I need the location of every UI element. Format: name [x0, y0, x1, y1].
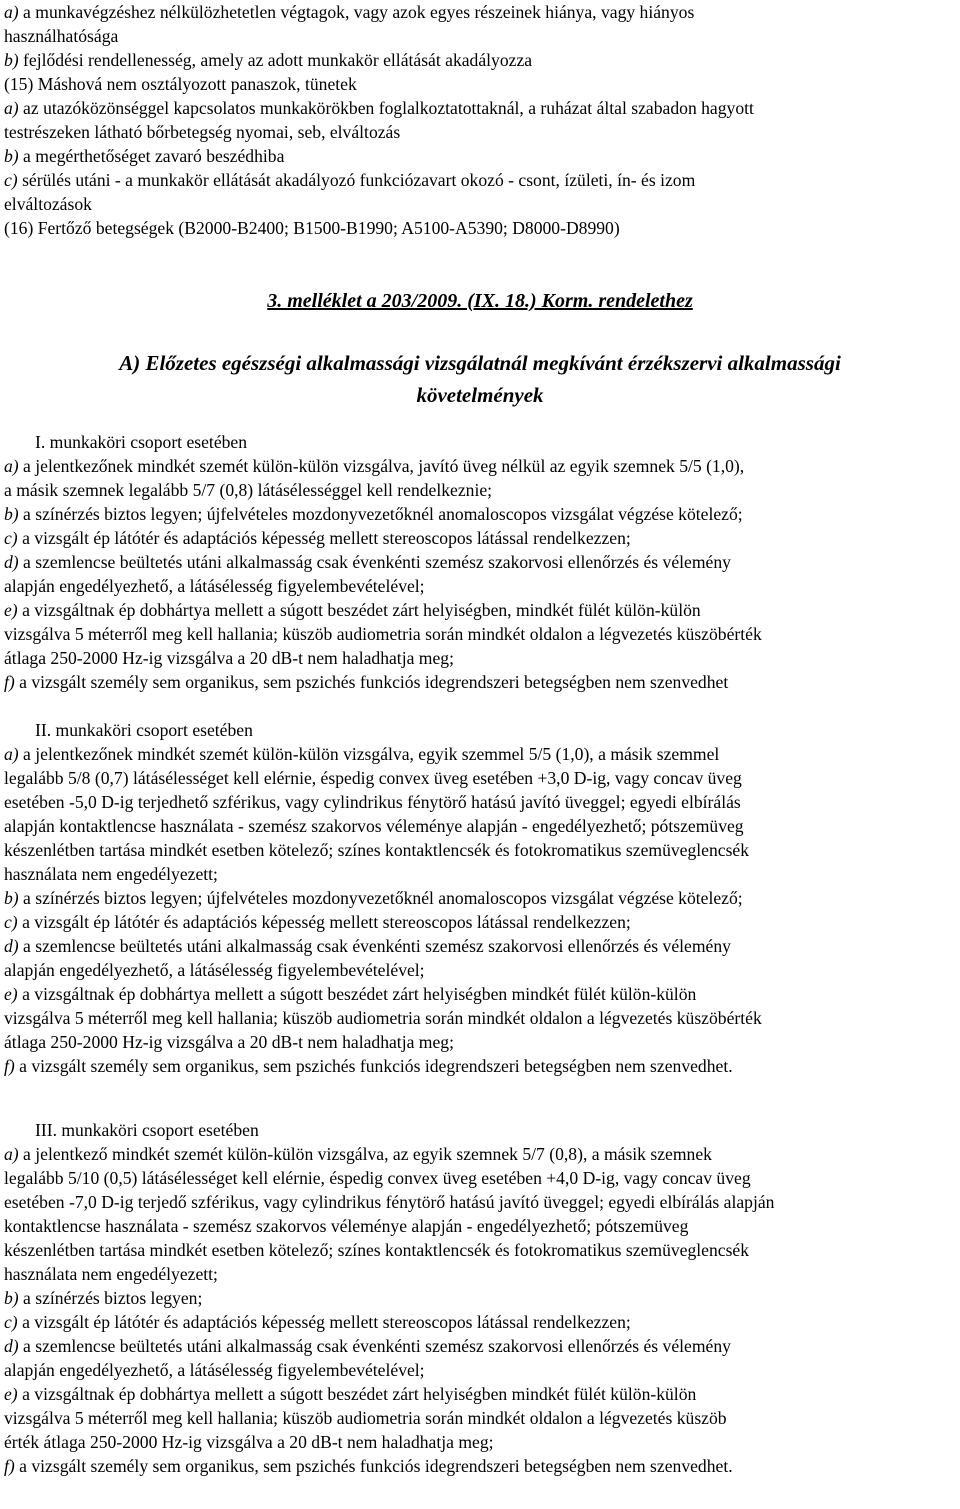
text-line: [4, 1214, 688, 1238]
item-marker: f): [4, 1456, 15, 1476]
item-marker: a): [4, 456, 19, 476]
line-text: I. munkaköri csoport esetében: [35, 432, 248, 452]
item-marker: c): [4, 170, 18, 190]
line-text: az utazóközönséggel kapcsolatos munkakörökben foglalkoztatottaknál, a ruházat által szabadon hagyott: [18, 98, 754, 118]
line-text: fejlődési rendellenesség, amely az adott munkakör ellátását akadályozza: [18, 50, 533, 70]
line-text: legalább 5/10 (0,5) látásélességet kell elérnie, éspedig convex üveg esetében +4,0 D-ig, vagy concav üveg: [4, 1168, 751, 1188]
annex-title: 3. melléklet a 203/2009. (IX. 18.) Korm. rendelethez: [267, 290, 693, 312]
item-marker: e): [4, 600, 18, 620]
line-text: vizsgálva 5 méterről meg kell hallania; küszöb audiometria során mindkét oldalon a légvezetés küszöbérték: [4, 624, 762, 644]
line-text: alapján kontaktlencse használata - szemész szakorvos véleménye alapján - engedélyezhető; pótszemüveg: [4, 816, 744, 836]
text-line: [4, 1454, 733, 1478]
section-title: A) Előzetes egészségi alkalmassági vizsgálatnál megkívánt érzékszervi alkalmassági: [119, 351, 841, 375]
line-text: a vizsgált ép látótér és adaptációs képesség mellett stereoscopos látással rendelkezzen;: [17, 528, 631, 548]
line-text: a vizsgált személy sem organikus, sem pszichés funkciós idegrendszeri betegségben nem szenvedhet: [14, 672, 729, 692]
text-line: [35, 1118, 259, 1142]
text-line: [4, 646, 454, 670]
text-line: [4, 550, 731, 574]
item-marker: d): [4, 552, 19, 572]
line-text: használhatósága: [4, 26, 119, 46]
text-line: [4, 478, 492, 502]
text-line: [4, 790, 741, 814]
line-text: a jelentkezőnek mindkét szemét külön-külön vizsgálva, egyik szemmel 5/5 (1,0), a másik szemmel: [18, 744, 720, 764]
text-line: [4, 1334, 731, 1358]
line-text: a vizsgált személy sem organikus, sem pszichés funkciós idegrendszeri betegségben nem szenvedhet.: [14, 1456, 733, 1476]
line-text: a szemlencse beültetés utáni alkalmasság csak évenkénti szemész szakorvosi ellenőrzés és vélemény: [18, 1336, 731, 1356]
item-marker: d): [4, 936, 19, 956]
line-text: a vizsgáltnak ép dobhártya mellett a súgott beszédet zárt helyiségben mindkét fülét külön-külön: [17, 1384, 697, 1404]
line-text: testrészeken látható bőrbetegség nyomai, seb, elváltozás: [4, 122, 401, 142]
item-marker: b): [4, 888, 19, 908]
item-marker: c): [4, 1312, 18, 1332]
line-text: III. munkaköri csoport esetében: [35, 1120, 259, 1140]
line-text: alapján engedélyezhető, a látásélesség figyelembevételével;: [4, 1360, 425, 1380]
text-line: [4, 1166, 751, 1190]
text-line: [4, 1358, 425, 1382]
text-line: [4, 0, 694, 24]
text-line: [4, 862, 218, 886]
item-marker: f): [4, 672, 15, 692]
item-marker: b): [4, 50, 19, 70]
line-text: a vizsgált személy sem organikus, sem pszichés funkciós idegrendszeri betegségben nem szenvedhet.: [14, 1056, 733, 1076]
text-line: [4, 958, 425, 982]
text-line: [4, 120, 400, 144]
text-line: [4, 144, 284, 168]
text-line: [4, 168, 695, 192]
line-text: a munkavégzéshez nélkülözhetetlen végtagok, vagy azok egyes részeinek hiánya, vagy hiányos: [18, 2, 695, 22]
line-text: elváltozások: [4, 194, 92, 214]
line-text: vizsgálva 5 méterről meg kell hallania; küszöb audiometria során mindkét oldalon a légvezetés küszöb: [4, 1408, 727, 1428]
item-marker: c): [4, 528, 18, 548]
line-text: (16) Fertőző betegségek (B2000-B2400; B1500-B1990; A5100-A5390; D8000-D8990): [4, 218, 620, 238]
line-text: érték átlaga 250-2000 Hz-ig vizsgálva a 20 dB-t nem haladhatja meg;: [4, 1432, 494, 1452]
line-text: a vizsgált ép látótér és adaptációs képesség mellett stereoscopos látással rendelkezzen;: [17, 1312, 631, 1332]
item-marker: a): [4, 2, 19, 22]
item-marker: a): [4, 98, 19, 118]
text-line: [4, 216, 620, 240]
item-marker: b): [4, 146, 19, 166]
line-text: alapján engedélyezhető, a látásélesség figyelembevételével;: [4, 576, 425, 596]
text-line: [4, 526, 631, 550]
line-text: a vizsgáltnak ép dobhártya mellett a súgott beszédet zárt helyiségben mindkét fülét külön-külön: [17, 984, 697, 1004]
text-line: [4, 1286, 202, 1310]
item-marker: b): [4, 1288, 19, 1308]
line-text: II. munkaköri csoport esetében: [35, 720, 253, 740]
text-line: [4, 622, 762, 646]
line-text: a szemlencse beültetés utáni alkalmasság csak évenkénti szemész szakorvosi ellenőrzés és vélemény: [18, 936, 731, 956]
text-line: [4, 1142, 712, 1166]
line-text: a vizsgáltnak ép dobhártya mellett a súgott beszédet zárt helyiségben, mindkét fülét külön-külön: [17, 600, 701, 620]
text-line: [4, 886, 743, 910]
text-line: [4, 1430, 494, 1454]
line-text: a jelentkezőnek mindkét szemét külön-külön vizsgálva, javító üveg nélkül az egyik szemnek 5/5 (1,0),: [18, 456, 745, 476]
item-marker: e): [4, 984, 18, 1004]
line-text: átlaga 250-2000 Hz-ig vizsgálva a 20 dB-t nem haladhatja meg;: [4, 1032, 454, 1052]
item-marker: d): [4, 1336, 19, 1356]
item-marker: b): [4, 504, 19, 524]
item-marker: c): [4, 912, 18, 932]
line-text: alapján engedélyezhető, a látásélesség figyelembevételével;: [4, 960, 425, 980]
line-text: használata nem engedélyezett;: [4, 1264, 218, 1284]
line-text: a színérzés biztos legyen;: [18, 1288, 203, 1308]
line-text: a vizsgált ép látótér és adaptációs képesség mellett stereoscopos látással rendelkezzen;: [17, 912, 631, 932]
text-line: [4, 1006, 762, 1030]
text-line: [4, 48, 532, 72]
text-line: [4, 814, 744, 838]
text-line: [4, 1382, 696, 1406]
text-line: [35, 430, 247, 454]
item-marker: a): [4, 1144, 19, 1164]
item-marker: a): [4, 744, 19, 764]
text-line: [4, 24, 118, 48]
text-line: [4, 766, 742, 790]
item-marker: e): [4, 1384, 18, 1404]
line-text: legalább 5/8 (0,7) látásélességet kell elérnie, éspedig convex üveg esetében +3,0 D-ig, vagy concav üveg: [4, 768, 742, 788]
text-line: [4, 742, 719, 766]
line-text: a másik szemnek legalább 5/7 (0,8) látásélességgel kell rendelkeznie;: [4, 480, 493, 500]
line-text: a jelentkező mindkét szemét külön-külön vizsgálva, az egyik szemnek 5/7 (0,8), a másik szemnek: [18, 1144, 712, 1164]
line-text: készenlétben tartása mindkét esetben kötelező; színes kontaktlencsék és fotokromatikus szemüveglencsék: [4, 1240, 750, 1260]
line-text: kontaktlencse használata - szemész szakorvos véleménye alapján - engedélyezhető; pótszemüveg: [4, 1216, 689, 1236]
line-text: használata nem engedélyezett;: [4, 864, 218, 884]
text-line: [4, 1238, 749, 1262]
text-line: [4, 1262, 218, 1286]
text-line: [4, 598, 701, 622]
text-line: [4, 1030, 454, 1054]
line-text: átlaga 250-2000 Hz-ig vizsgálva a 20 dB-t nem haladhatja meg;: [4, 648, 454, 668]
line-text: vizsgálva 5 méterről meg kell hallania; küszöb audiometria során mindkét oldalon a légvezetés küszöbérték: [4, 1008, 762, 1028]
line-text: a színérzés biztos legyen; újfelvételes mozdonyvezetőknél anomaloscopos vizsgálat végzése kötelező;: [18, 888, 743, 908]
text-line: [4, 574, 425, 598]
text-line: [4, 96, 754, 120]
text-line: [4, 910, 631, 934]
text-line: [4, 72, 357, 96]
section-title-continued: követelmények: [416, 383, 544, 407]
line-text: a megérthetőséget zavaró beszédhiba: [18, 146, 285, 166]
text-line: [4, 934, 731, 958]
line-text: a színérzés biztos legyen; újfelvételes mozdonyvezetőknél anomaloscopos vizsgálat végzése kötelező;: [18, 504, 743, 524]
text-line: [35, 718, 253, 742]
line-text: a szemlencse beültetés utáni alkalmasság csak évenkénti szemész szakorvosi ellenőrzés és vélemény: [18, 552, 731, 572]
text-line: [4, 192, 92, 216]
text-line: [4, 1406, 727, 1430]
line-text: esetében -5,0 D-ig terjedhető szférikus, vagy cylindrikus fénytörő hatású javító üveggel; egyedi elbírálás: [4, 792, 741, 812]
line-text: esetében -7,0 D-ig terjedő szférikus, vagy cylindrikus fénytörő hatású javító üveggel; egyedi elbírálás alapján: [4, 1192, 775, 1212]
line-text: sérülés utáni - a munkakör ellátását akadályozó funkciózavart okozó - csont, ízületi, ín- és izom: [17, 170, 696, 190]
text-line: [4, 1190, 774, 1214]
text-line: [4, 982, 696, 1006]
text-line: [4, 670, 728, 694]
line-text: készenlétben tartása mindkét esetben kötelező; színes kontaktlencsék és fotokromatikus szemüveglencsék: [4, 840, 750, 860]
text-line: [4, 454, 744, 478]
text-line: [4, 838, 749, 862]
text-line: [4, 502, 743, 526]
text-line: [4, 1054, 733, 1078]
text-line: [4, 1310, 631, 1334]
item-marker: f): [4, 1056, 15, 1076]
line-text: (15) Máshová nem osztályozott panaszok, tünetek: [4, 74, 357, 94]
